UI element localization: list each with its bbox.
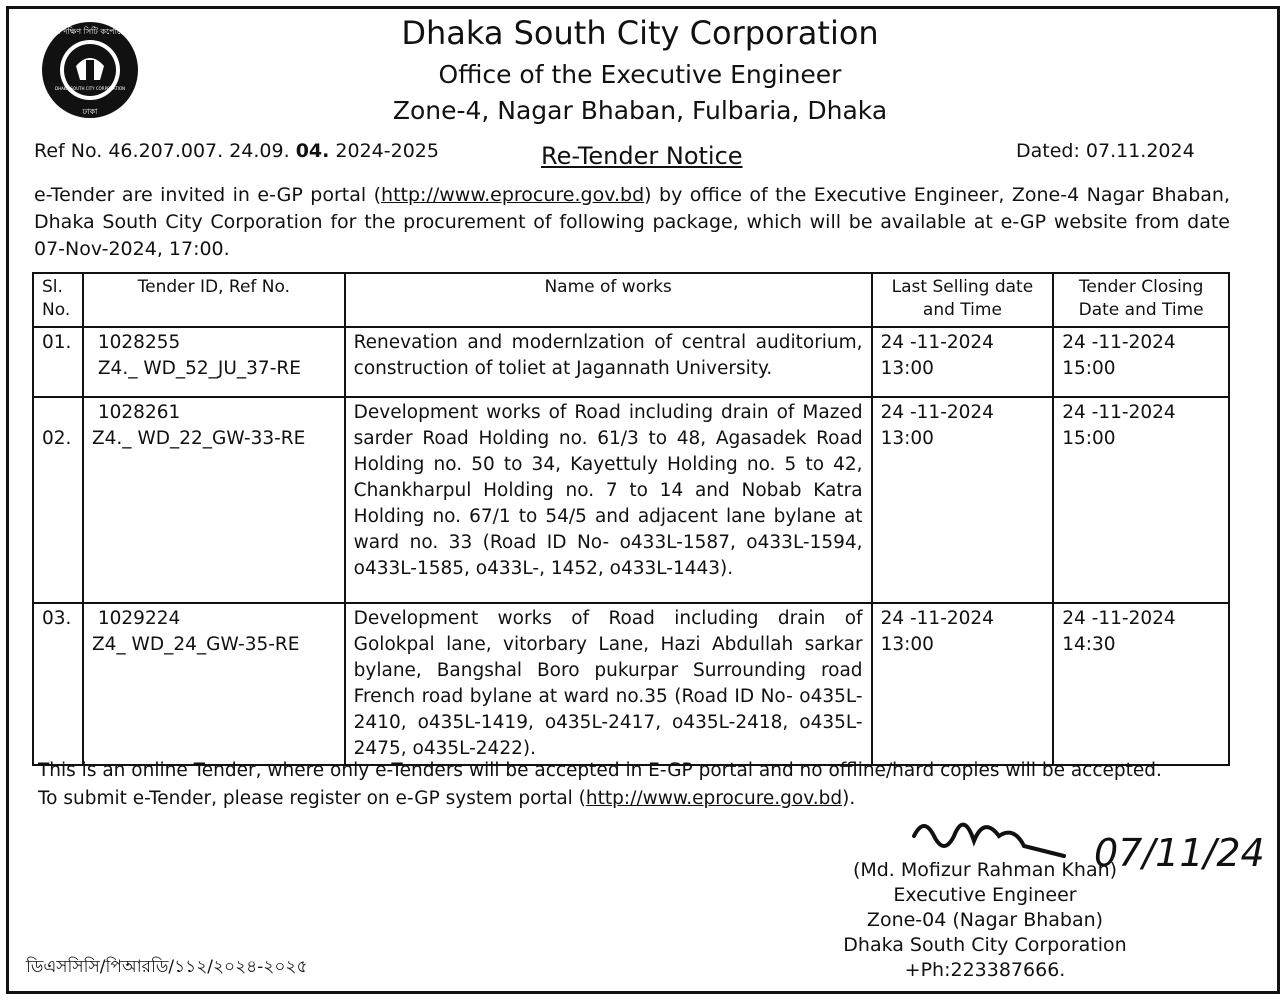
table-header-row xyxy=(33,273,1229,327)
ref-bold: 04. xyxy=(295,140,330,162)
office-address: Zone-4, Nagar Bhaban, Fulbaria, Dhaka xyxy=(392,96,888,125)
footer-line-2 xyxy=(38,788,855,809)
table-row xyxy=(33,327,1229,397)
memo-number: ডিএসসিসি/পিআরডি/১১২/২০২৪-২০২৫ xyxy=(26,957,308,977)
signature-date: 07/11/24 xyxy=(1094,831,1265,875)
tender-id: 1029224 xyxy=(97,608,181,629)
tender-table xyxy=(32,272,1230,766)
close-date: 24 -11-2024 xyxy=(1062,402,1176,423)
last-date: 24 -11-2024 xyxy=(880,402,994,423)
header-sl: Sl. No. xyxy=(33,273,83,327)
notice-title: Re-Tender Notice xyxy=(541,142,743,170)
tender-id: 1028255 xyxy=(97,332,181,353)
row-sl-text: 02. xyxy=(42,428,72,449)
row-last-selling xyxy=(872,603,1054,765)
logo-top-text: ঢাকা দক্ষিণ সিটি কর্পোরেশন xyxy=(45,27,135,36)
signatory-phone: +Ph:223387666. xyxy=(904,959,1066,981)
signatory-zone: Zone-04 (Nagar Bhaban) xyxy=(866,909,1104,931)
row-last-selling xyxy=(872,327,1054,397)
table-row xyxy=(33,603,1229,765)
last-time: 13:00 xyxy=(880,634,934,655)
last-date: 24 -11-2024 xyxy=(880,332,994,353)
row-tender-id xyxy=(83,397,345,603)
signature-block xyxy=(770,858,1200,983)
table-row xyxy=(33,397,1229,603)
row-sl: 01. xyxy=(33,327,83,397)
intro-paragraph xyxy=(34,182,1230,263)
last-date: 24 -11-2024 xyxy=(880,608,994,629)
signatory-org: Dhaka South City Corporation xyxy=(843,934,1127,956)
egp-link-footer[interactable]: http://www.eprocure.gov.bd xyxy=(585,788,843,809)
footer-line-1: This is an online Tender, where only e-Tenders will be accepted in E-GP portal and no offline/hard copies will be accepted. xyxy=(38,760,1162,781)
close-date: 24 -11-2024 xyxy=(1062,608,1176,629)
notice-date: Dated: 07.11.2024 xyxy=(1016,140,1195,162)
footer-text: To submit e-Tender, please register on e-GP system portal ( xyxy=(38,788,586,809)
close-date: 24 -11-2024 xyxy=(1062,332,1176,353)
last-time: 13:00 xyxy=(880,428,934,449)
row-tender-id xyxy=(83,603,345,765)
tender-ref: Z4_ WD_24_GW-35-RE xyxy=(91,634,300,655)
office-title: Office of the Executive Engineer xyxy=(438,60,842,89)
row-sl: 03. xyxy=(33,603,83,765)
row-tender-id xyxy=(83,327,345,397)
intro-text-1: e-Tender are invited in e-GP portal ( xyxy=(34,184,382,206)
ref-suffix: 2024-2025 xyxy=(335,140,439,162)
tender-ref: Z4._ WD_52_JU_37-RE xyxy=(97,358,301,379)
dscc-logo xyxy=(40,20,140,120)
egp-link[interactable]: http://www.eprocure.gov.bd xyxy=(381,184,645,206)
header-name-of-works: Name of works xyxy=(345,273,872,327)
row-last-selling xyxy=(872,397,1054,603)
header-last-selling: Last Selling date and Time xyxy=(872,273,1054,327)
tender-ref: Z4._ WD_22_GW-33-RE xyxy=(91,428,306,449)
tender-id: 1028261 xyxy=(97,402,181,423)
last-time: 13:00 xyxy=(880,358,934,379)
row-closing xyxy=(1053,397,1229,603)
row-closing xyxy=(1053,327,1229,397)
ref-prefix: Ref No. 46.207.007. 24.09. xyxy=(34,140,290,162)
row-sl xyxy=(33,397,83,603)
close-time: 15:00 xyxy=(1062,358,1116,379)
row-works: Renevation and modernlzation of central auditorium, construction of toliet at Jagannath University. xyxy=(345,327,872,397)
logo-bottom-text: ঢাকা xyxy=(82,107,98,116)
signatory-designation: Executive Engineer xyxy=(893,884,1077,906)
intro-text-2: ) by office of the Executive Engineer, Zone-4 Nagar Bhaban, Dhaka South City Corporation for the procurement of following package, which will be available at e-GP website from date 07-Nov-2024, 17:00. xyxy=(34,184,1230,260)
org-title: Dhaka South City Corporation xyxy=(401,14,879,52)
header-tender-closing: Tender Closing Date and Time xyxy=(1053,273,1229,327)
close-time: 15:00 xyxy=(1062,428,1116,449)
ref-number xyxy=(34,140,439,162)
header-tender-id: Tender ID, Ref No. xyxy=(83,273,345,327)
signatory-name: (Md. Mofizur Rahman Khan) xyxy=(852,859,1118,881)
footer-text-end: ). xyxy=(842,788,856,809)
row-works: Development works of Road including drain of Mazed sarder Road Holding no. 61/3 to 48, Agasadek Road Holding no. 50 to 34, Kayettuly Holding no. 5 to 42, Chankharpul Holding no. 7 to 14 and Nobab Katra Holding no. 67/1 to 54/5 and adjacent lane bylane at ward no. 33 (Road ID No- o433L-1587, o433L-1594, o433L-1585, o433L-, 1452, o433L-1443). xyxy=(345,397,872,603)
row-works: Development works of Road including drain of Golokpal lane, vitorbary Lane, Hazi Abdullah sarkar bylane, Bangshal Boro pukurpar Surrounding road French road bylane at ward no.35 (Road ID No- o435L-2410, o435L-1419, o435L-2417, o435L-2418, o435L-2475, o435L-2422). xyxy=(345,603,872,765)
close-time: 14:30 xyxy=(1062,634,1116,655)
logo-inner-text: DHAKA SOUTH CITY CORPORATION xyxy=(55,86,125,91)
row-closing xyxy=(1053,603,1229,765)
